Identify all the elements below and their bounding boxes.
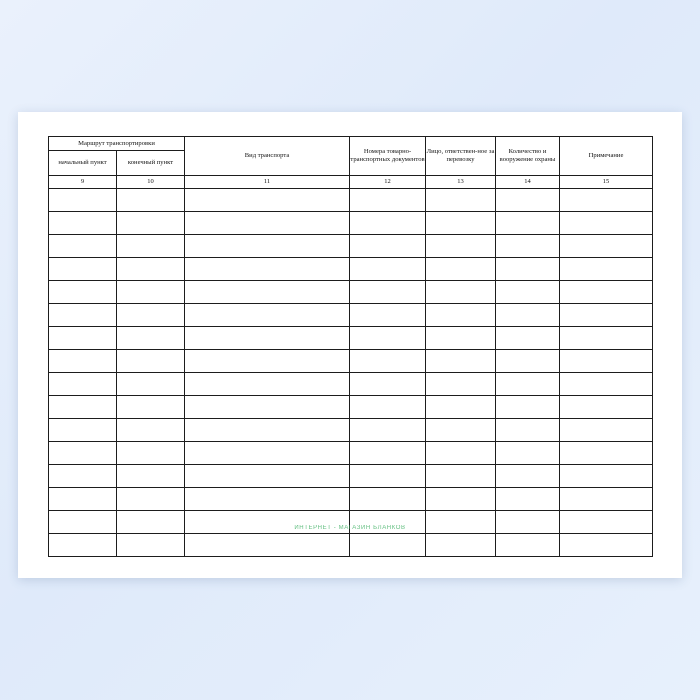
table-cell[interactable] bbox=[426, 189, 496, 212]
table-cell[interactable] bbox=[496, 235, 560, 258]
table-cell[interactable] bbox=[117, 281, 185, 304]
table-cell[interactable] bbox=[117, 442, 185, 465]
table-cell[interactable] bbox=[185, 396, 350, 419]
table-cell[interactable] bbox=[426, 350, 496, 373]
table-cell[interactable] bbox=[496, 419, 560, 442]
table-cell[interactable] bbox=[49, 396, 117, 419]
table-cell[interactable] bbox=[185, 511, 350, 534]
table-cell[interactable] bbox=[49, 327, 117, 350]
table-cell[interactable] bbox=[49, 281, 117, 304]
table-cell[interactable] bbox=[496, 488, 560, 511]
table-cell[interactable] bbox=[560, 396, 653, 419]
table-cell[interactable] bbox=[350, 511, 426, 534]
table-cell[interactable] bbox=[560, 258, 653, 281]
header-number-row bbox=[49, 176, 653, 189]
table-cell[interactable] bbox=[560, 212, 653, 235]
table-cell[interactable] bbox=[185, 304, 350, 327]
table-cell[interactable] bbox=[350, 258, 426, 281]
table-cell[interactable] bbox=[185, 488, 350, 511]
table-row bbox=[49, 534, 653, 557]
table-cell[interactable] bbox=[426, 396, 496, 419]
table-row bbox=[49, 396, 653, 419]
column-number-9: 9 bbox=[49, 176, 117, 189]
table-cell[interactable] bbox=[185, 534, 350, 557]
journal-table bbox=[48, 136, 653, 557]
table-cell[interactable] bbox=[426, 511, 496, 534]
column-number-12: 12 bbox=[350, 176, 426, 189]
table-cell[interactable] bbox=[560, 488, 653, 511]
table-cell[interactable] bbox=[350, 465, 426, 488]
table-cell[interactable] bbox=[185, 465, 350, 488]
table-cell[interactable] bbox=[496, 212, 560, 235]
table-cell[interactable] bbox=[49, 304, 117, 327]
table-cell[interactable] bbox=[117, 396, 185, 419]
table-cell[interactable] bbox=[117, 488, 185, 511]
table-cell[interactable] bbox=[117, 465, 185, 488]
table-cell[interactable] bbox=[560, 534, 653, 557]
table-row bbox=[49, 327, 653, 350]
table-cell[interactable] bbox=[560, 419, 653, 442]
table-cell[interactable] bbox=[350, 350, 426, 373]
table-cell[interactable] bbox=[350, 281, 426, 304]
column-number-13: 13 bbox=[426, 176, 496, 189]
table-cell[interactable] bbox=[350, 419, 426, 442]
table-cell[interactable] bbox=[560, 281, 653, 304]
table-cell[interactable] bbox=[49, 235, 117, 258]
table-cell[interactable] bbox=[496, 304, 560, 327]
table-cell[interactable] bbox=[426, 373, 496, 396]
table-cell[interactable] bbox=[49, 189, 117, 212]
table-cell[interactable] bbox=[185, 212, 350, 235]
table-cell[interactable] bbox=[49, 465, 117, 488]
table-cell[interactable] bbox=[496, 534, 560, 557]
table-cell[interactable] bbox=[185, 350, 350, 373]
table-cell[interactable] bbox=[350, 189, 426, 212]
table-sheet bbox=[48, 136, 652, 554]
watermark-text: ИНТЕРНЕТ - МАГАЗИН БЛАНКОВ bbox=[294, 525, 406, 531]
table-cell[interactable] bbox=[560, 304, 653, 327]
table-cell[interactable] bbox=[426, 304, 496, 327]
table-cell[interactable] bbox=[496, 258, 560, 281]
table-cell[interactable] bbox=[560, 235, 653, 258]
table-cell[interactable] bbox=[496, 396, 560, 419]
table-row bbox=[49, 258, 653, 281]
table-cell[interactable] bbox=[49, 258, 117, 281]
table-cell[interactable] bbox=[117, 327, 185, 350]
column-number-11: 11 bbox=[185, 176, 350, 189]
table-cell[interactable] bbox=[496, 189, 560, 212]
table-cell[interactable] bbox=[560, 442, 653, 465]
table-cell[interactable] bbox=[49, 534, 117, 557]
table-cell[interactable] bbox=[185, 189, 350, 212]
table-row bbox=[49, 212, 653, 235]
table-cell[interactable] bbox=[49, 442, 117, 465]
table-head bbox=[49, 137, 653, 189]
table-cell[interactable] bbox=[560, 327, 653, 350]
table-cell[interactable] bbox=[560, 373, 653, 396]
table-row bbox=[49, 511, 653, 534]
header-group-row bbox=[49, 137, 653, 151]
table-body bbox=[49, 189, 653, 557]
table-cell[interactable] bbox=[185, 235, 350, 258]
table-cell[interactable] bbox=[117, 534, 185, 557]
header-col-guard-count: Количество и вооружение охраны bbox=[496, 137, 560, 176]
table-cell[interactable] bbox=[117, 189, 185, 212]
header-col-end-point: конечный пункт bbox=[117, 151, 185, 176]
table-cell[interactable] bbox=[426, 258, 496, 281]
table-cell[interactable] bbox=[49, 373, 117, 396]
table-cell[interactable] bbox=[426, 534, 496, 557]
table-cell[interactable] bbox=[117, 258, 185, 281]
table-cell[interactable] bbox=[117, 212, 185, 235]
header-group-route: Маршрут транспортировки bbox=[49, 137, 185, 151]
table-cell[interactable] bbox=[185, 373, 350, 396]
table-cell[interactable] bbox=[560, 465, 653, 488]
table-row bbox=[49, 235, 653, 258]
table-cell[interactable] bbox=[49, 350, 117, 373]
table-cell[interactable] bbox=[185, 442, 350, 465]
table-cell[interactable] bbox=[496, 281, 560, 304]
table-cell[interactable] bbox=[426, 212, 496, 235]
table-cell[interactable] bbox=[426, 488, 496, 511]
table-row bbox=[49, 189, 653, 212]
column-number-15: 15 bbox=[560, 176, 653, 189]
header-col-start-point: начальный пункт bbox=[49, 151, 117, 176]
table-cell[interactable] bbox=[426, 442, 496, 465]
table-row bbox=[49, 488, 653, 511]
table-cell[interactable] bbox=[350, 534, 426, 557]
table-cell[interactable] bbox=[496, 350, 560, 373]
table-cell[interactable] bbox=[185, 281, 350, 304]
table-cell[interactable] bbox=[496, 511, 560, 534]
table-cell[interactable] bbox=[185, 258, 350, 281]
table-cell[interactable] bbox=[560, 189, 653, 212]
table-row bbox=[49, 350, 653, 373]
header-col-notes: Примечание bbox=[560, 137, 653, 176]
table-cell[interactable] bbox=[350, 488, 426, 511]
table-cell[interactable] bbox=[117, 304, 185, 327]
table-cell[interactable] bbox=[350, 396, 426, 419]
table-cell[interactable] bbox=[185, 419, 350, 442]
document-page bbox=[18, 112, 682, 578]
table-cell[interactable] bbox=[426, 235, 496, 258]
header-col-transport-type: Вид транспорта bbox=[185, 137, 350, 176]
table-cell[interactable] bbox=[49, 511, 117, 534]
table-cell[interactable] bbox=[426, 327, 496, 350]
table-cell[interactable] bbox=[496, 373, 560, 396]
table-cell[interactable] bbox=[426, 419, 496, 442]
table-cell[interactable] bbox=[496, 465, 560, 488]
table-cell[interactable] bbox=[350, 304, 426, 327]
table-cell[interactable] bbox=[49, 419, 117, 442]
header-col-document-numbers: Номера товарно-транспортных документов bbox=[350, 137, 426, 176]
table-row bbox=[49, 442, 653, 465]
table-cell[interactable] bbox=[560, 350, 653, 373]
table-cell[interactable] bbox=[117, 511, 185, 534]
table-cell[interactable] bbox=[350, 235, 426, 258]
table-cell[interactable] bbox=[350, 327, 426, 350]
table-row bbox=[49, 419, 653, 442]
table-cell[interactable] bbox=[49, 488, 117, 511]
table-cell[interactable] bbox=[117, 235, 185, 258]
column-number-14: 14 bbox=[496, 176, 560, 189]
table-cell[interactable] bbox=[350, 212, 426, 235]
table-row bbox=[49, 281, 653, 304]
table-row bbox=[49, 304, 653, 327]
table-cell[interactable] bbox=[185, 327, 350, 350]
table-cell[interactable] bbox=[117, 419, 185, 442]
table-cell[interactable] bbox=[426, 281, 496, 304]
table-cell[interactable] bbox=[350, 442, 426, 465]
table-row bbox=[49, 373, 653, 396]
table-cell[interactable] bbox=[560, 511, 653, 534]
table-cell[interactable] bbox=[496, 327, 560, 350]
table-row bbox=[49, 465, 653, 488]
table-cell[interactable] bbox=[426, 465, 496, 488]
header-col-responsible-person: Лицо, ответствен-ное за перевозку bbox=[426, 137, 496, 176]
table-cell[interactable] bbox=[350, 373, 426, 396]
table-cell[interactable] bbox=[496, 442, 560, 465]
table-cell[interactable] bbox=[117, 350, 185, 373]
table-cell[interactable] bbox=[117, 373, 185, 396]
column-number-10: 10 bbox=[117, 176, 185, 189]
table-cell[interactable] bbox=[49, 212, 117, 235]
